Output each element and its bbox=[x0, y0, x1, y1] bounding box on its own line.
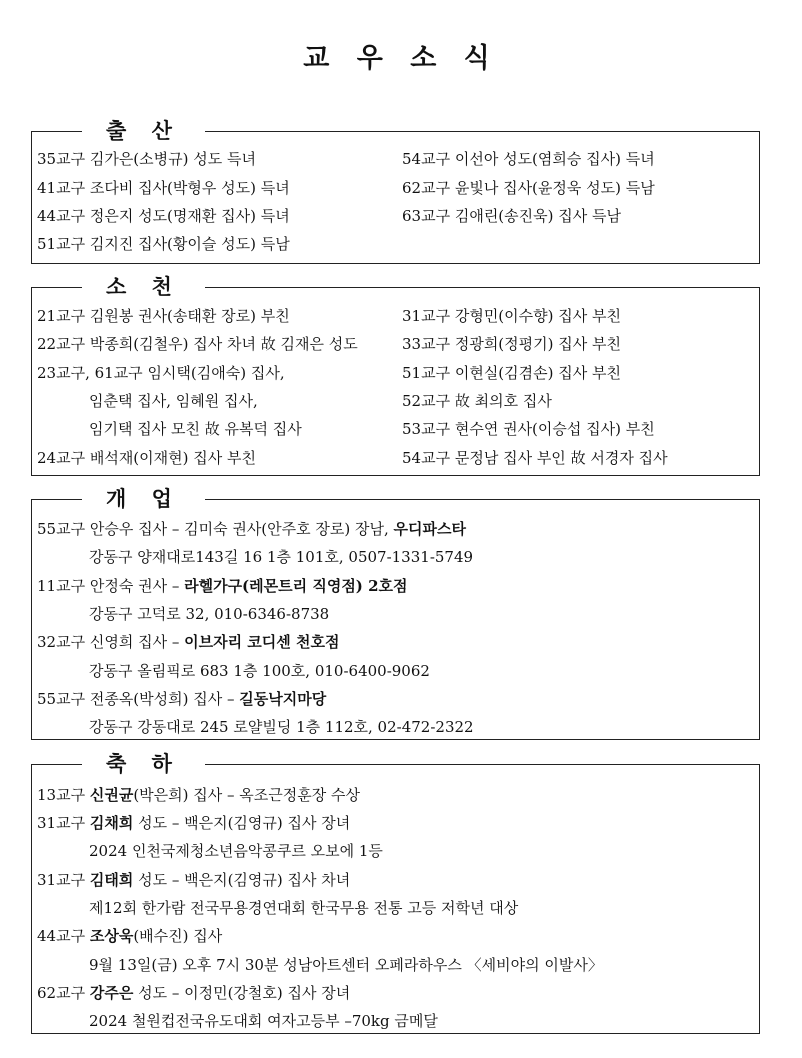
funeral-entry: 21교구 김원봉 권사(송태환 장로) 부친 bbox=[37, 307, 290, 325]
congrats-detail: 제12회 한가람 전국무용경연대회 한국무용 전통 고등 저학년 대상 bbox=[89, 899, 519, 917]
birth-entry: 35교구 김가은(소병규) 성도 득녀 bbox=[37, 150, 256, 168]
funeral-entry: 54교구 문정남 집사 부인 故 서경자 집사 bbox=[402, 449, 668, 467]
store-address: 강동구 올림픽로 683 1층 100호, 010-6400-9062 bbox=[89, 662, 430, 680]
birth-heading: 출 산 bbox=[82, 117, 205, 145]
congrats-entry bbox=[37, 785, 360, 805]
birth-entry: 63교구 김애린(송진욱) 집사 득남 bbox=[402, 207, 621, 225]
congrats-detail: 2024 인천국제청소년음악콩쿠르 오보에 1등 bbox=[89, 842, 383, 860]
page-title: 교 우 소 식 bbox=[303, 43, 499, 74]
store-name: 길동낙지마당 bbox=[239, 690, 327, 708]
honoree-name: 신권균 bbox=[89, 786, 134, 804]
opening-member: 55교구 안승우 집사 – 김미숙 권사(안주호 장로) 장남, bbox=[37, 520, 394, 538]
funeral-entry: 51교구 이현실(김겸손) 집사 부친 bbox=[402, 364, 621, 382]
funeral-entry: 24교구 배석재(이재현) 집사 부친 bbox=[37, 449, 256, 467]
congrats-text: 성도 – 백은지(김영규) 집사 장녀 bbox=[133, 814, 351, 832]
funeral-entry: 33교구 정광희(정평기) 집사 부친 bbox=[402, 335, 621, 353]
honoree-name: 김태희 bbox=[89, 871, 134, 889]
funeral-heading: 소 천 bbox=[82, 273, 205, 301]
parish-label: 44교구 bbox=[37, 927, 90, 945]
opening-section bbox=[31, 486, 760, 740]
honoree-name: 김채희 bbox=[89, 814, 134, 832]
birth-section bbox=[31, 118, 760, 264]
congrats-detail: 9월 13일(금) 오후 7시 30분 성남아트센터 오페라하우스 〈세비야의 이발사〉 bbox=[89, 956, 603, 974]
funeral-section bbox=[31, 274, 760, 476]
congrats-text: 성도 – 백은지(김영규) 집사 차녀 bbox=[133, 871, 351, 889]
parish-label: 62교구 bbox=[37, 984, 90, 1002]
opening-entry bbox=[37, 689, 326, 709]
opening-member: 32교구 신영희 집사 – bbox=[37, 633, 185, 651]
opening-entry bbox=[37, 576, 408, 596]
honoree-name: 조상욱 bbox=[89, 927, 134, 945]
funeral-entry: 23교구, 61교구 임시택(김애숙) 집사, bbox=[37, 364, 285, 382]
honoree-name: 강주은 bbox=[89, 984, 134, 1002]
funeral-entry: 임기택 집사 모친 故 유복덕 집사 bbox=[89, 420, 302, 438]
birth-entry: 44교구 정은지 성도(명재환 집사) 득녀 bbox=[37, 207, 290, 225]
congrats-heading: 축 하 bbox=[82, 750, 205, 778]
congrats-text: 성도 – 이정민(강철호) 집사 장녀 bbox=[133, 984, 351, 1002]
funeral-entry: 임춘택 집사, 임혜원 집사, bbox=[89, 392, 258, 410]
birth-entry: 62교구 윤빛나 집사(윤정욱 성도) 득남 bbox=[402, 179, 655, 197]
congrats-entry bbox=[37, 813, 350, 833]
opening-entry bbox=[37, 519, 466, 539]
opening-member: 11교구 안정숙 권사 – bbox=[37, 577, 185, 595]
parish-label: 31교구 bbox=[37, 871, 90, 889]
store-name: 이브자리 코디센 천호점 bbox=[184, 633, 340, 651]
opening-entry bbox=[37, 632, 339, 652]
parish-label: 13교구 bbox=[37, 786, 90, 804]
congrats-section bbox=[31, 751, 760, 1034]
store-address: 강동구 고덕로 32, 010-6346-8738 bbox=[89, 605, 330, 623]
funeral-entry: 53교구 현수연 권사(이승섭 집사) 부친 bbox=[402, 420, 655, 438]
funeral-entry: 31교구 강형민(이수향) 집사 부친 bbox=[402, 307, 621, 325]
congrats-entry bbox=[37, 983, 350, 1003]
congrats-detail: 2024 철원컵전국유도대회 여자고등부 –70kg 금메달 bbox=[89, 1012, 438, 1030]
store-name: 우디파스타 bbox=[393, 520, 466, 538]
birth-entry: 41교구 조다비 집사(박형우 성도) 득녀 bbox=[37, 179, 290, 197]
birth-entry: 54교구 이선아 성도(염희승 집사) 득녀 bbox=[402, 150, 655, 168]
opening-member: 55교구 전종옥(박성희) 집사 – bbox=[37, 690, 240, 708]
parish-label: 31교구 bbox=[37, 814, 90, 832]
congrats-entry bbox=[37, 870, 350, 890]
congrats-text: (박은희) 집사 – 옥조근정훈장 수상 bbox=[133, 786, 360, 804]
store-name: 라헬가구(레몬트리 직영점) 2호점 bbox=[184, 577, 408, 595]
opening-heading: 개 업 bbox=[82, 485, 205, 513]
store-address: 강동구 양재대로143길 16 1층 101호, 0507-1331-5749 bbox=[89, 548, 474, 566]
birth-entry: 51교구 김지진 집사(황이슬 성도) 득남 bbox=[37, 235, 290, 253]
funeral-entry: 22교구 박종희(김철우) 집사 차녀 故 김재은 성도 bbox=[37, 335, 358, 353]
congrats-text: (배수진) 집사 bbox=[133, 927, 223, 945]
funeral-entry: 52교구 故 최의호 집사 bbox=[402, 392, 552, 410]
congrats-entry bbox=[37, 926, 222, 946]
store-address: 강동구 강동대로 245 로얄빌딩 1층 112호, 02-472-2322 bbox=[89, 718, 474, 736]
